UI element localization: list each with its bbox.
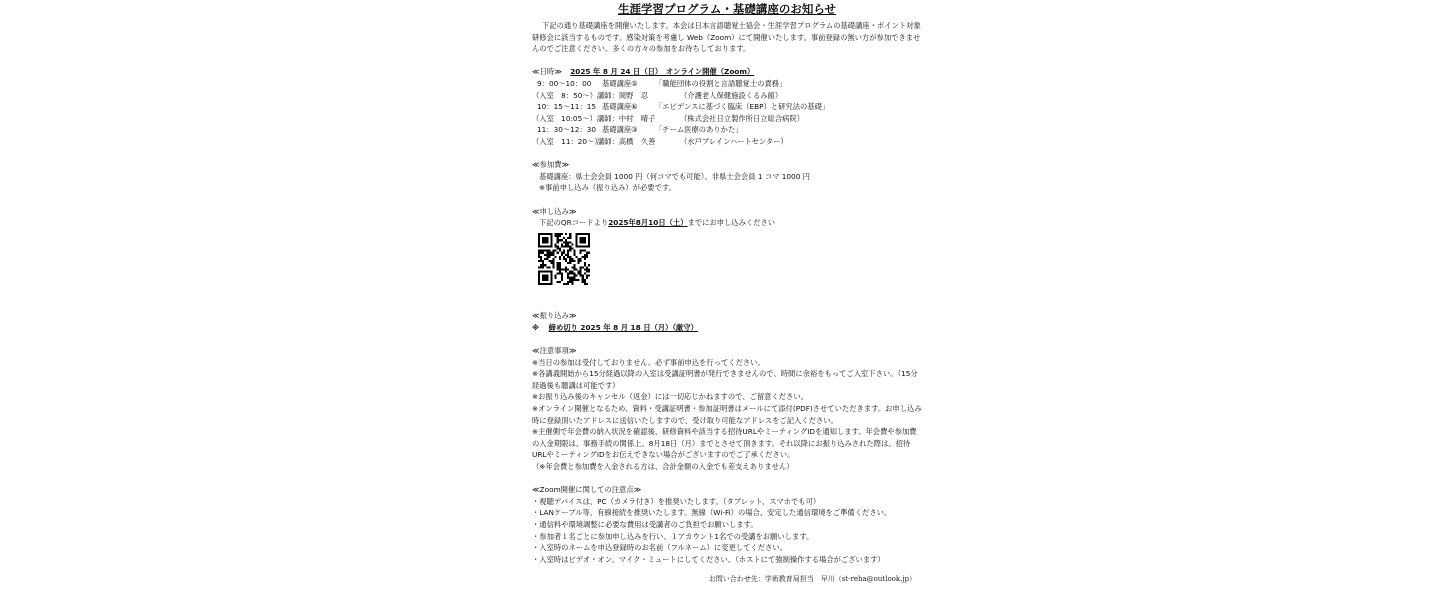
session-row (532, 78, 922, 90)
zoom-notes-list (532, 496, 922, 566)
note-line: ※各講義開始から15分経過以降の入室は受講証明書が発行できませんので、時間に余裕をもってご入室下さい。（15分経過後も聴講は可能です） (532, 369, 918, 390)
transfer-heading: ≪振り込み≫ (532, 311, 577, 321)
transfer-deadline-line (532, 322, 922, 334)
session-course: 基礎講座③ (602, 125, 638, 135)
session-course: 基礎講座⑥ (602, 102, 638, 112)
session-title: 「職能団体の役割と言語聴覚士の責務」 (655, 78, 787, 88)
note-line: ※お振り込み後のキャンセル（返金）には一切応じかねますので、ご留意ください。 (532, 392, 808, 402)
schedule-header (532, 66, 922, 78)
session-lecturer: 講師：岡野 忍 (597, 90, 649, 100)
qr-code[interactable] (538, 233, 590, 285)
session-affiliation: （水戸ブレインハートセンター） (680, 136, 788, 146)
note-line: （※年会費と参加費を入金される方は、合計金額の入金でも差支えありません） (532, 462, 794, 471)
note-line: ※当日の参加は受付しておりません。必ず事前申込を行ってください。 (532, 357, 765, 367)
session-detail-row (532, 136, 922, 148)
transfer-mark: ※ (532, 322, 540, 332)
contact-info: お問い合わせ先：学術教育局担当 早川（st-reha@outlook.jp） (708, 575, 916, 584)
session-row (532, 124, 922, 136)
page-title: 生涯学習プログラム・基礎講座のお知らせ (617, 2, 837, 16)
session-time: 10：15～11：15 (537, 102, 597, 112)
transfer-deadline: 締め切り 2025 年 8 月 18 日（月）（厳守） (548, 322, 698, 332)
session-entry: （入室 8：50～） (532, 90, 598, 100)
zoom-note-line: ・LANケーブル等、有線接続を推奨いたします。無線（Wi-Fi）の場合、安定した通信環境をご準備ください。 (532, 508, 892, 518)
apply-deadline: 2025年8月10日（土） (608, 218, 688, 228)
schedule-date: 2025 年 8 月 24 日（日） オンライン開催（Zoom） (570, 67, 755, 77)
session-course: 基礎講座⑤ (602, 78, 638, 88)
session-entry: （入室 11：20～） (532, 136, 602, 146)
fee-line-1: 基礎講座：県士会会員 1000 円（何コマでも可能）、非県士会会員 1 コマ 1000 円 (539, 171, 810, 181)
zoom-heading: ≪Zoom開催に関しての注意点≫ (532, 485, 642, 495)
session-detail-row (532, 113, 922, 125)
fee-heading: ≪参加費≫ (532, 160, 570, 170)
session-lecturer: 講師：高橋 久善 (597, 136, 656, 146)
session-title: 「エビデンスに基づく臨床（EBP）と研究法の基礎」 (655, 102, 830, 112)
apply-prefix: 下記のQRコードより (539, 218, 609, 228)
session-row (532, 101, 922, 113)
session-time: 11：30～12：30 (537, 125, 597, 135)
zoom-note-line: ・参加者１名ごとに参加申し込みを行い、１アカウント1名での受講をお願いします。 (532, 531, 814, 541)
apply-line (532, 217, 922, 229)
zoom-note-line: ・入室時のネームを申込登録時のお名前（フルネーム）に変更してください。 (532, 543, 787, 553)
notes-heading: ≪注意事項≫ (532, 346, 577, 356)
apply-suffix: までにお申し込みください (687, 218, 776, 228)
session-detail-row (532, 90, 922, 102)
zoom-note-line: ・視聴デバイスは、PC（カメラ付き）を推奨いたします。（タブレット、スマホでも可） (532, 496, 821, 506)
schedule-heading: ≪日時≫ (532, 67, 562, 77)
intro-paragraph: 下記の通り基礎講座を開催いたします。本会は日本言語聴覚士協会・生涯学習プログラムの基礎講座・ポイント対象研修会に該当するものです。感染対策を考慮し Web（Zoom）にて開催いたします。事前登録の無い方が参加できませんのでご注意ください。多くの方々の参加をお待ちしております。 (532, 21, 921, 54)
notice-document (532, 0, 922, 590)
notes-list (532, 357, 922, 473)
session-affiliation: （株式会社日立製作所日立総合病院） (680, 113, 805, 123)
session-list (532, 78, 922, 148)
session-entry: （入室 10:05～） (532, 113, 597, 123)
session-time: 9：00～10：00 (537, 78, 592, 88)
session-lecturer: 講師：中村 晴子 (597, 113, 656, 123)
zoom-note-line: ・入室時はビデオ・オン、マイク・ミュートにしてください。（ホストにて強制操作する場合がございます） (532, 554, 885, 564)
note-line: ※オンライン開催となるため、資料・受講証明書・参加証明書はメールにて添付(PDF)させていただきます。お申し込み時に登録頂いたアドレスに送信いたしますので、受け取り可能なアドレスをご記入ください。 (532, 404, 922, 425)
fee-line-2: ※事前申し込み（振り込み）が必要です。 (539, 183, 676, 193)
apply-heading: ≪申し込み≫ (532, 206, 577, 216)
session-affiliation: （介護老人保健施設くるみ館） (680, 90, 783, 100)
zoom-note-line: ・通信料や環境調整に必要な費用は受講者のご負担でお願いします。 (532, 519, 758, 529)
note-line: ※主催側で年会費の納入状況を確認後、研修資料や該当する招待URLやミーティングIDを通知します。年会費や参加費の入金期限は、事務手続の関係上、8月18日（月）までとさせて頂きます。それ以降にお振り込みされた際は、招待URLやミーティングIDをお伝えできない場合がございますのでご了承ください。 (532, 427, 917, 460)
session-title: 「チーム医療のありかた」 (655, 125, 743, 135)
